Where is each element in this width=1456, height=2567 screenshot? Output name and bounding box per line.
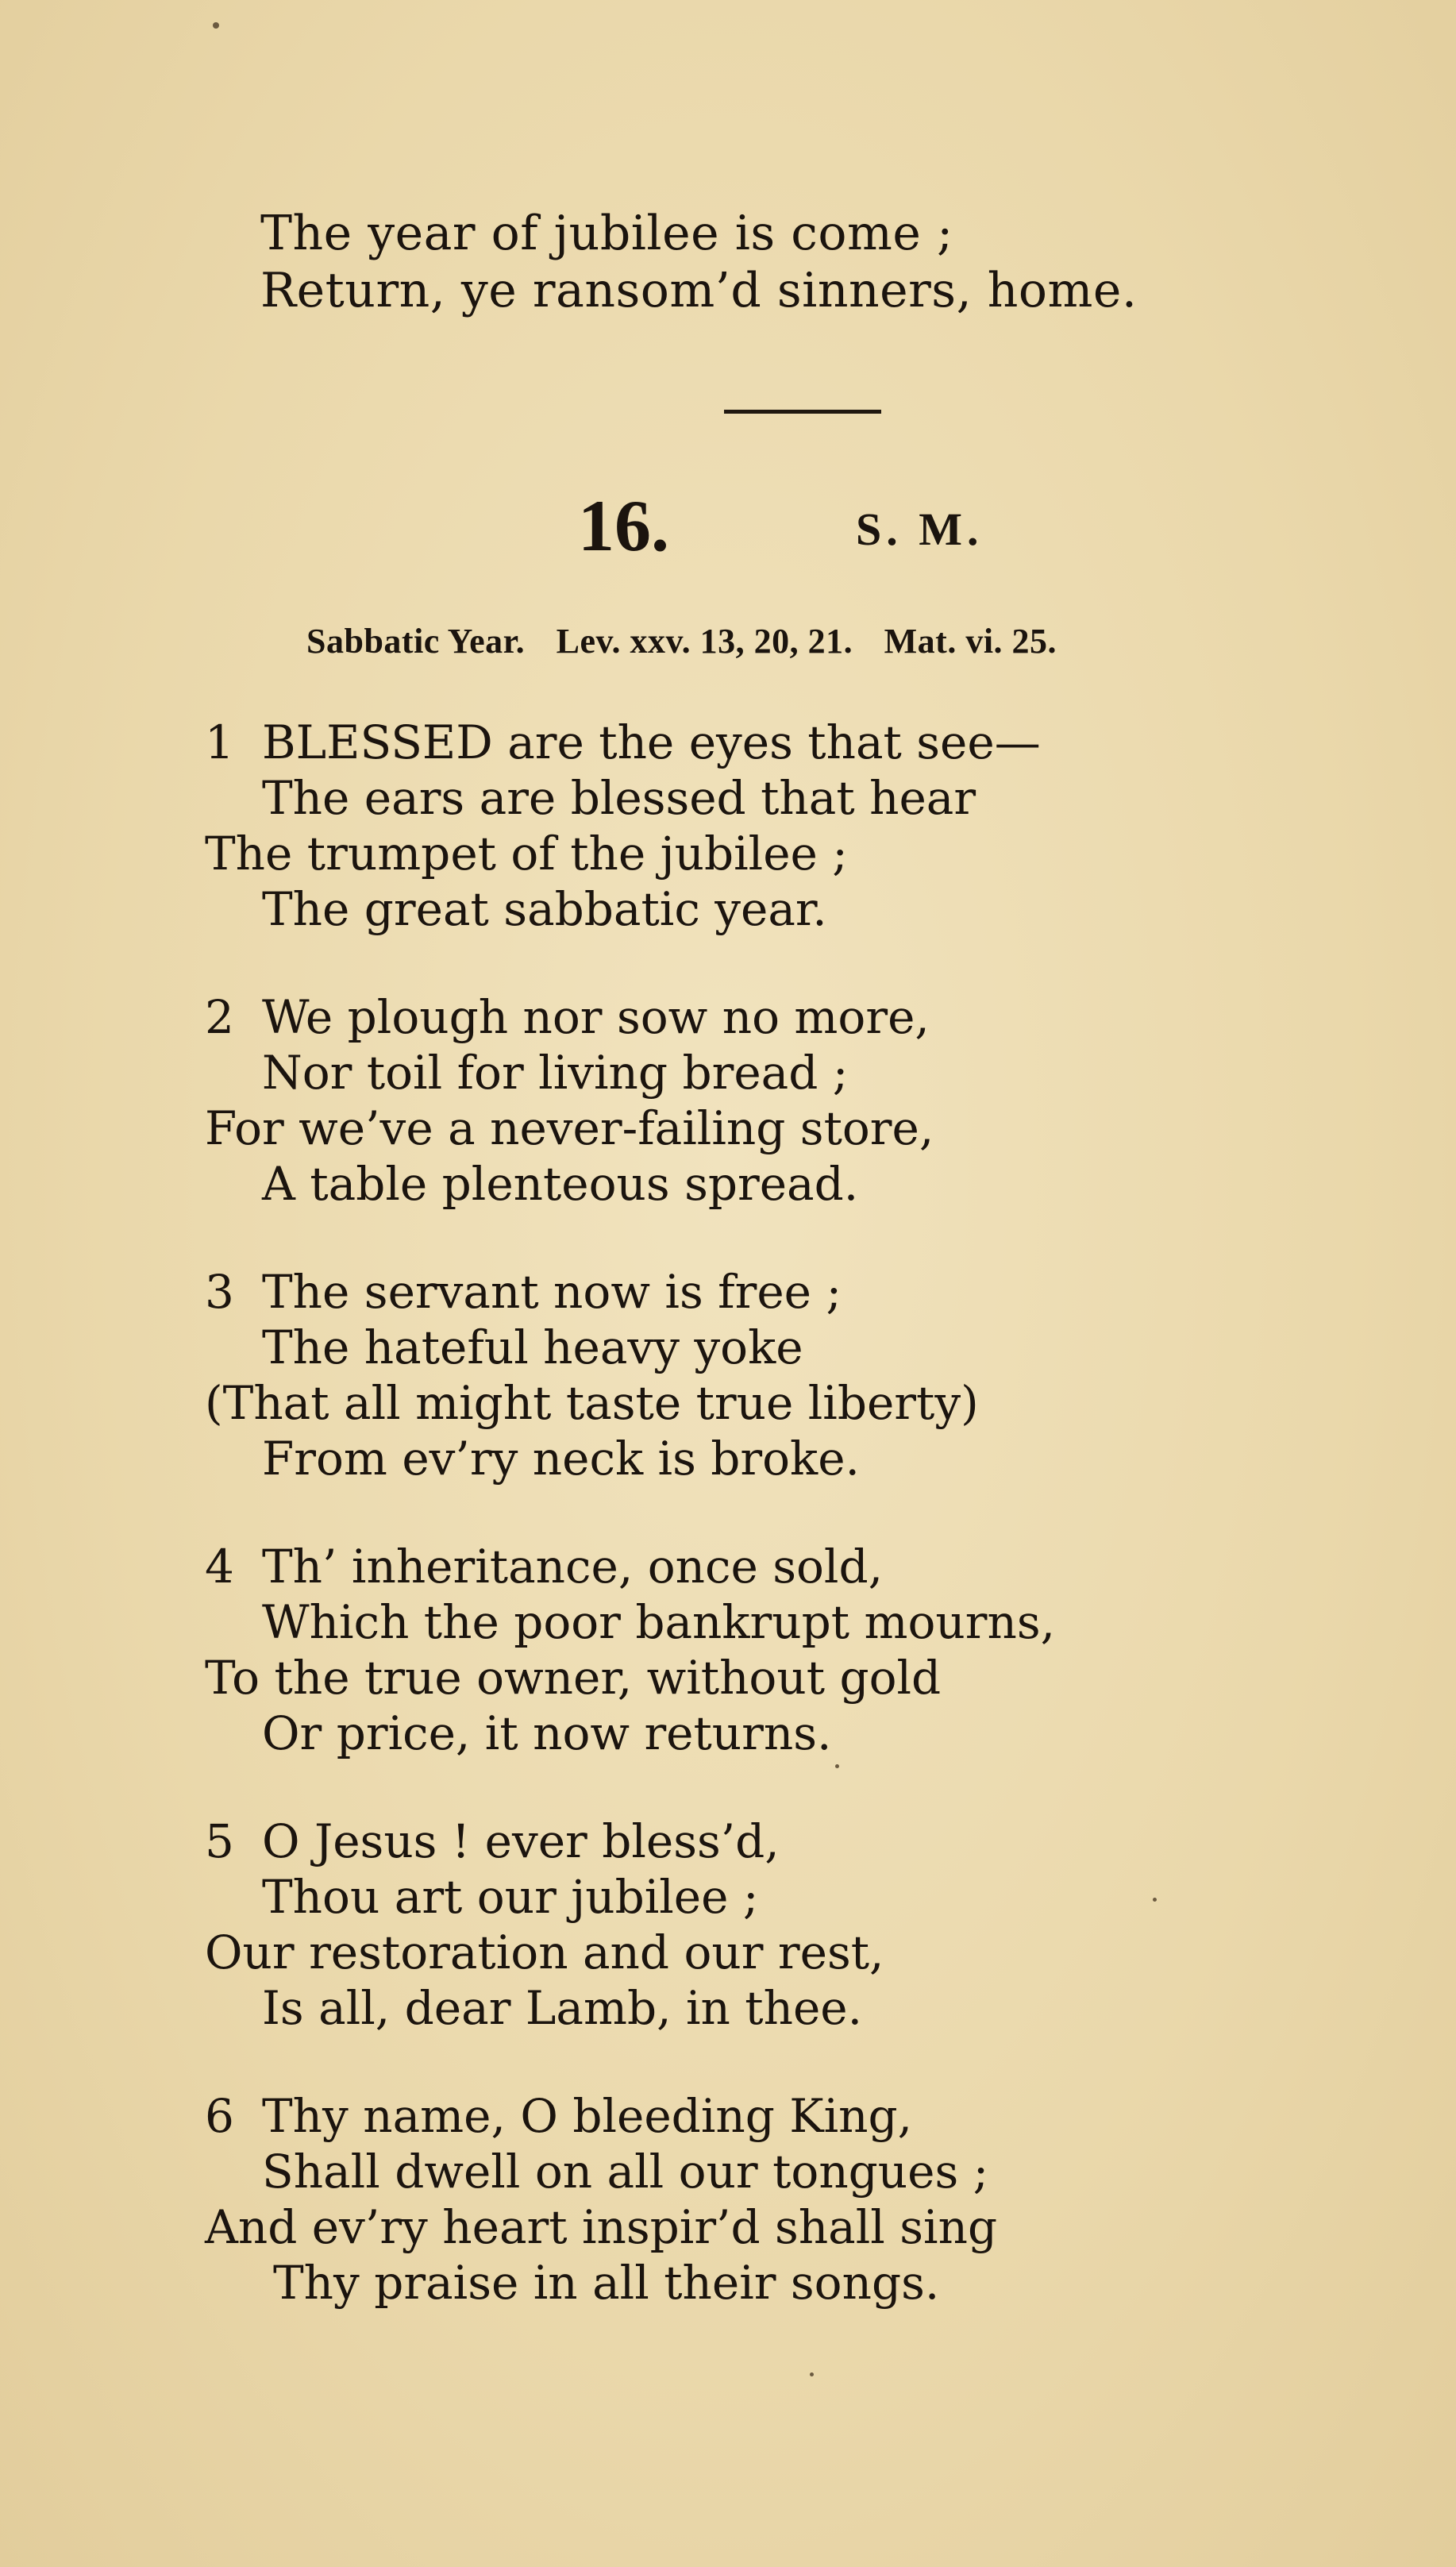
verse-line: Nor toil for living bread ; xyxy=(262,1046,849,1100)
verse-line: Which the poor bankrupt mourns, xyxy=(262,1595,1056,1649)
scripture-reference: Mat. vi. 25. xyxy=(884,622,1057,661)
verse xyxy=(205,1264,1396,1486)
verse-line: Thy name, O bleeding King, xyxy=(262,2089,913,2143)
verse-number: 6 xyxy=(205,2089,234,2143)
verse-number: 5 xyxy=(205,1814,234,1868)
scripture-reference: Lev. xxv. 13, 20, 21. xyxy=(556,622,853,661)
verse-line: Thou art our jubilee ; xyxy=(262,1870,759,1924)
verse xyxy=(205,2088,1396,2311)
section-divider xyxy=(724,410,881,414)
previous-hymn-line: Return, ye ransom’d sinners, home. xyxy=(260,263,1138,318)
verse-line: The trumpet of the jubilee ; xyxy=(205,827,848,881)
verse-line: The hateful heavy yoke xyxy=(262,1320,803,1374)
verse-number: 2 xyxy=(205,990,234,1044)
verse xyxy=(205,715,1396,937)
verse-line: (That all might taste true liberty) xyxy=(205,1376,979,1430)
verse-line: A table plenteous spread. xyxy=(262,1157,859,1211)
paper-speck xyxy=(1153,1898,1157,1902)
verse-line: And ev’ry heart inspir’d shall sing xyxy=(205,2200,998,2254)
previous-hymn-line: The year of jubilee is come ; xyxy=(260,206,953,261)
verse-line: For we’ve a never-failing store, xyxy=(205,1101,934,1155)
verse xyxy=(205,1813,1396,2036)
hymn-meter: S. M. xyxy=(856,503,984,555)
verse-line: Shall dwell on all our tongues ; xyxy=(262,2145,989,2199)
verse-line: We plough nor sow no more, xyxy=(262,990,930,1044)
verse-line: Is all, dear Lamb, in thee. xyxy=(262,1981,863,2035)
verse-number: 1 xyxy=(205,715,234,769)
verse-line: The great sabbatic year. xyxy=(262,882,827,936)
verse-line: To the true owner, without gold xyxy=(205,1651,942,1705)
paper-speck xyxy=(835,1764,839,1768)
paper-speck xyxy=(213,22,219,29)
verse-line: Th’ inheritance, once sold, xyxy=(262,1540,884,1594)
previous-hymn-ending xyxy=(260,205,1137,319)
verse-line: BLESSED are the eyes that see— xyxy=(262,715,1041,769)
verse xyxy=(205,989,1396,1212)
verse-line: Or price, it now returns. xyxy=(262,1706,832,1760)
verse-number: 4 xyxy=(205,1540,234,1594)
hymn-verses xyxy=(205,715,1396,2363)
verse-number: 3 xyxy=(205,1265,234,1319)
verse xyxy=(205,1539,1396,1761)
verse-line: The ears are blessed that hear xyxy=(262,771,976,825)
verse-line: O Jesus ! ever bless’d, xyxy=(262,1814,780,1868)
hymn-theme: Sabbatic Year. xyxy=(306,622,526,661)
paper-speck xyxy=(810,2372,814,2376)
verse-line: Our restoration and our rest, xyxy=(205,1925,884,1979)
verse-line: The servant now is free ; xyxy=(262,1265,842,1319)
verse-line: Thy praise in all their songs. xyxy=(273,2256,940,2310)
hymn-subtitle xyxy=(306,619,1079,664)
verse-line: From ev’ry neck is broke. xyxy=(262,1432,860,1486)
hymn-number: 16. xyxy=(578,485,669,566)
